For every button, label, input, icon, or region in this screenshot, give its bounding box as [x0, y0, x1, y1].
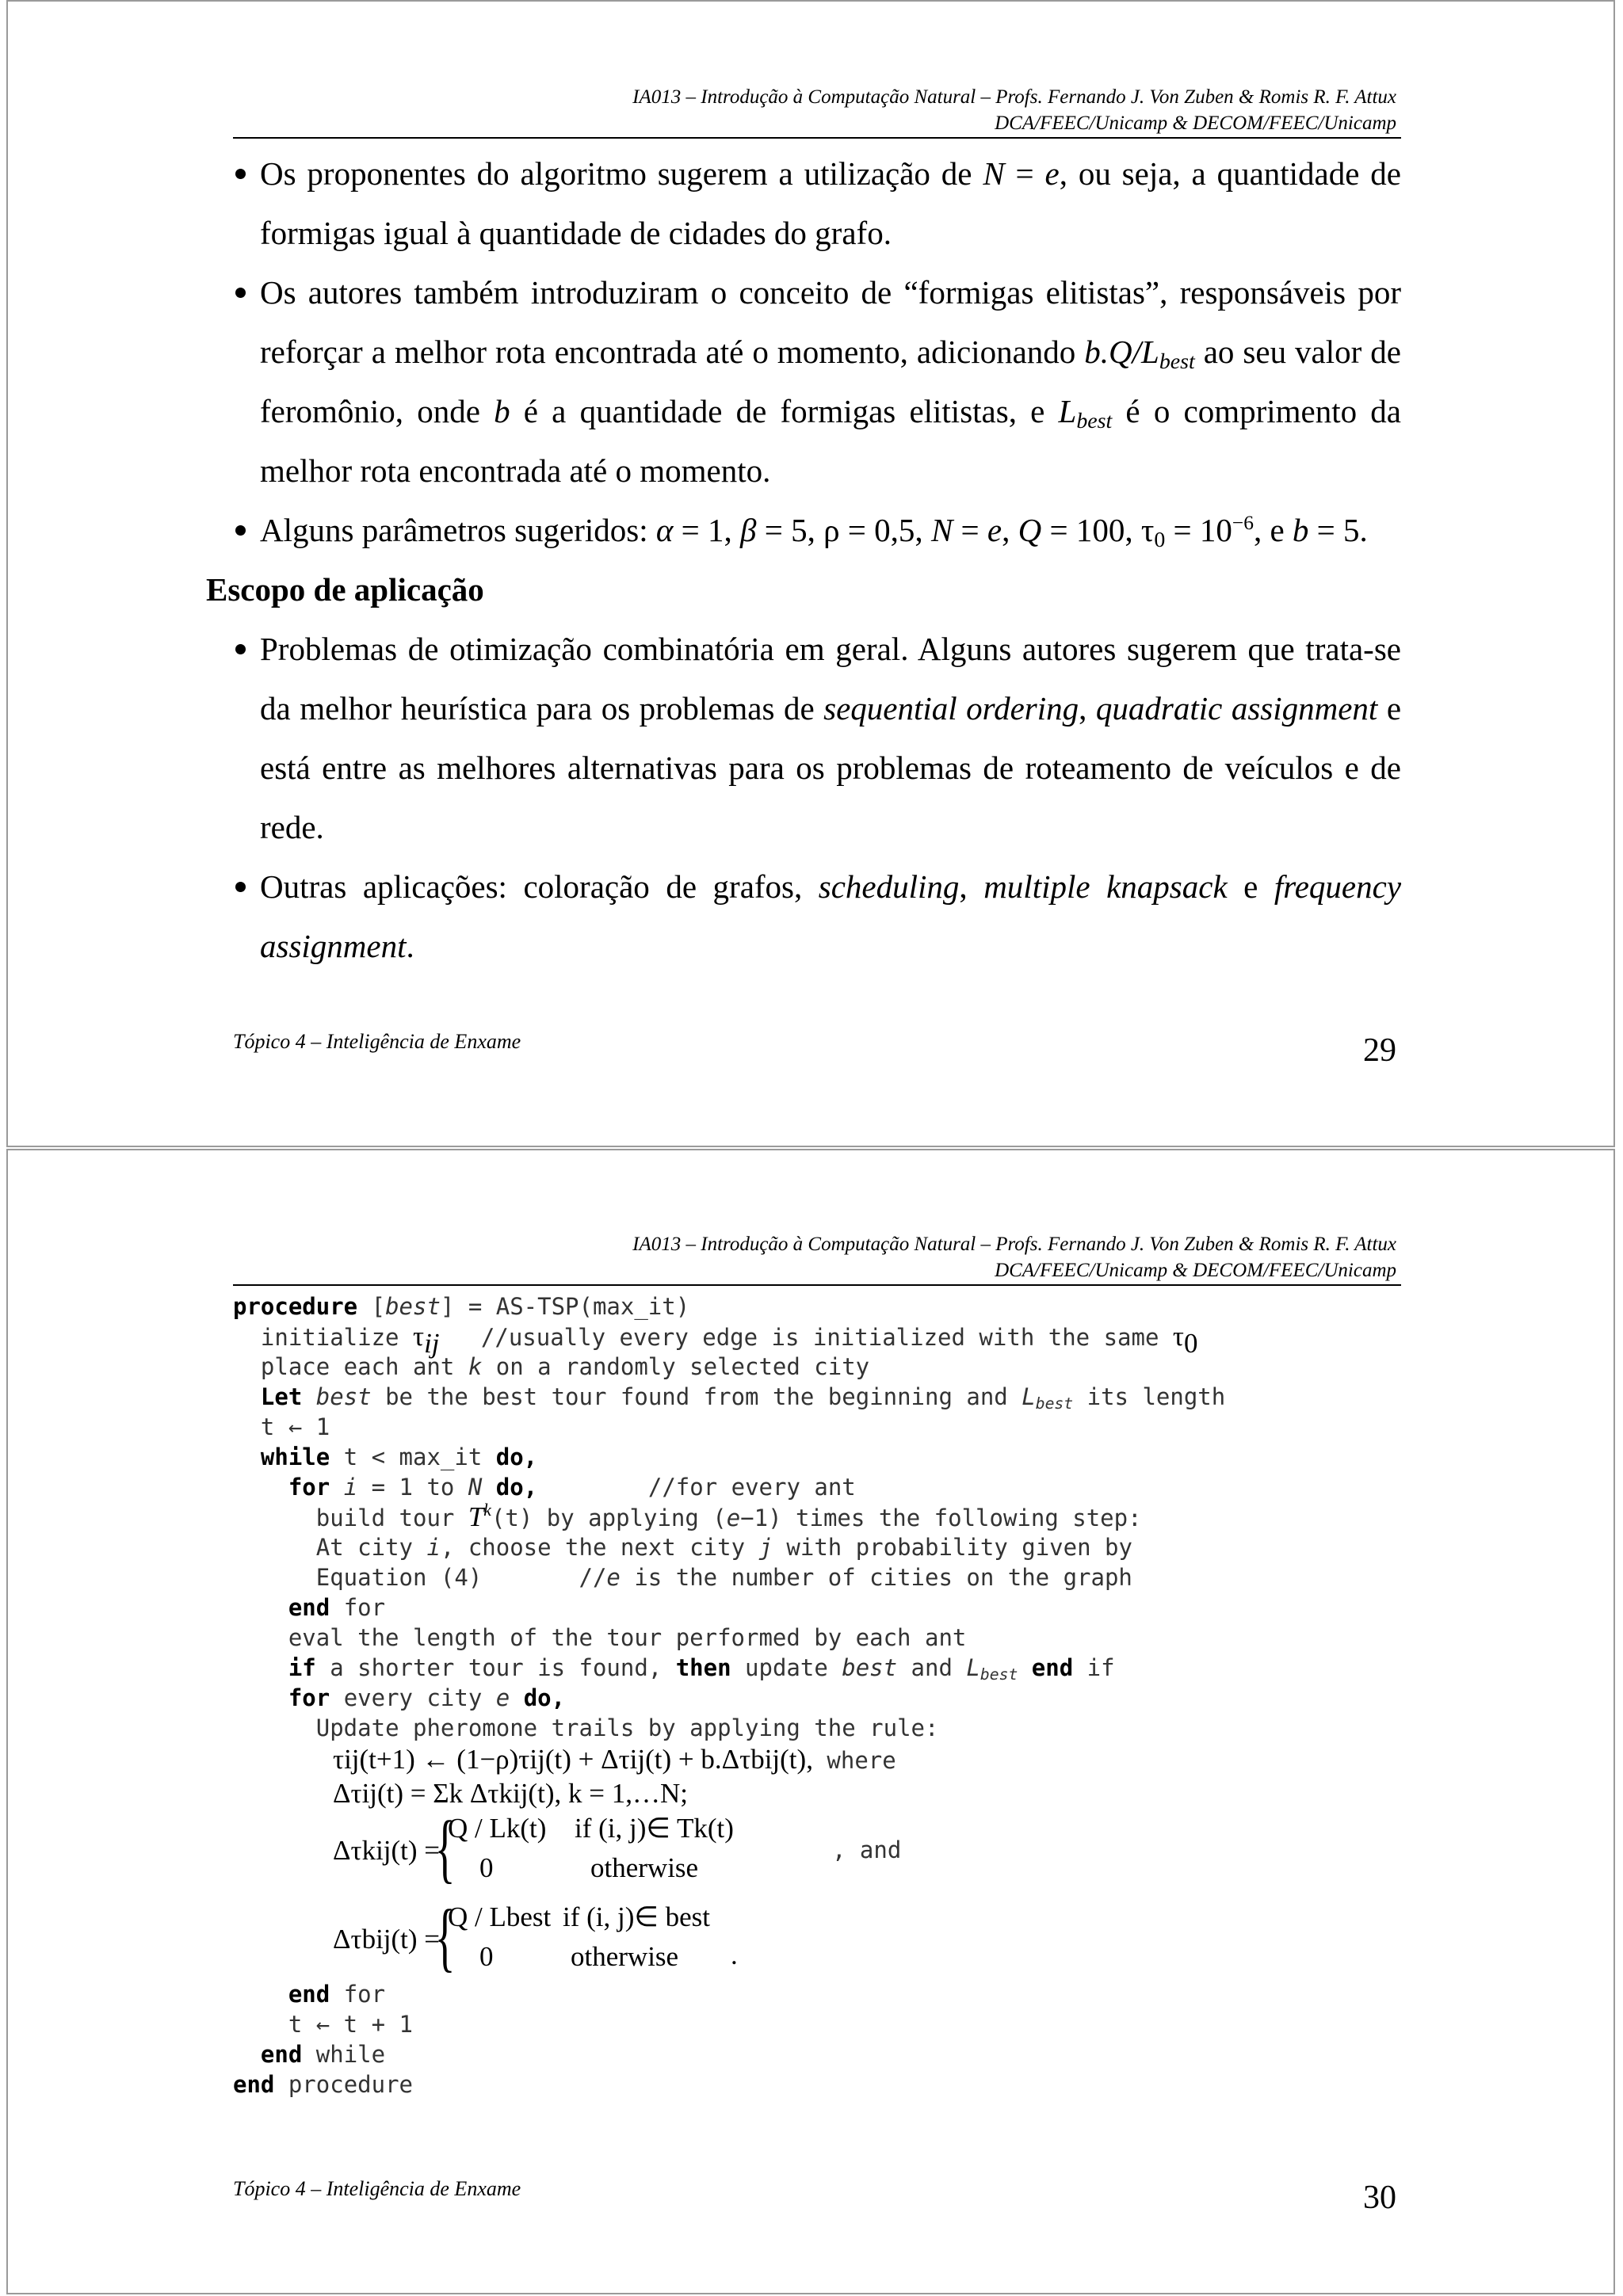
code-line: end while [260, 2041, 386, 2068]
code-line: end for [288, 1981, 386, 2008]
bullet-parameters: Alguns parâmetros sugeridos: α = 1, β = 5, ρ = 0,5, N = e, Q = 100, $\tau_0 = 10^{-6}$, e b = 5. [233, 501, 1401, 560]
code-line: while t < max_it do, [260, 1444, 538, 1470]
code-line: place each ant k on a randomly selected city [233, 1353, 870, 1380]
bullet-other-applications: Outras aplicações: coloração de grafos, scheduling, multiple knapsack e frequency assignment. [233, 857, 1401, 976]
footer-topic: Tópico 4 – Inteligência de Enxame [233, 1030, 521, 1053]
slide-body [206, 144, 1402, 976]
code-line: eval the length of the tour performed by each ant [288, 1624, 967, 1651]
update-rule-math [233, 1743, 1422, 1979]
code-line: Equation (4) //e is the number of cities on the graph [315, 1564, 1132, 1591]
code-line: procedure [best] = AS-TSP(max_it) [233, 1293, 690, 1320]
bullet-elitist-ants: Os autores também introduziram o conceito de “formigas elitistas”, responsáveis por reforçar a melhor rota encontrada até o momento, adicionando $b.Q/L_{best}$ ao seu valor de feromônio, onde b é a quantidade de formigas elitistas, e $L_{best}$ é o comprimento da melhor rota encontrada até o momento. [233, 263, 1401, 501]
page-number: 29 [1363, 1032, 1396, 1069]
bullet-applications-scope: Problemas de otimização combinatória em geral. Alguns autores sugerem que trata-se da melhor heurística para os problemas de sequential ordering, quadratic assignment e está entre as melhores alternativas para os problemas de roteamento de veículos e de rede. [233, 620, 1401, 857]
formula-delta-tau-k: Δτkij(t) = { Q / Lk(t) if (i, j)∈ Tk(t) 0 otherwise , and [333, 1806, 902, 1891]
page-number: 30 [1363, 2180, 1396, 2216]
code-line: for every city e do, [288, 1684, 566, 1711]
pseudocode-block [233, 1291, 1422, 2100]
header-line-2: DCA/FEEC/Unicamp & DECOM/FEEC/Unicamp [995, 113, 1396, 134]
slide-30 [6, 1149, 1615, 2294]
code-line: Update pheromone trails by applying the rule: [315, 1714, 939, 1741]
code-line: if a shorter tour is found, then update best and $L_{best}$ end if [288, 1654, 1115, 1684]
header-line-1: IA013 – Introdução à Computação Natural – Profs. Fernando J. Von Zuben & Romis R. F. Attux [632, 86, 1396, 108]
header-line-1: IA013 – Introdução à Computação Natural – Profs. Fernando J. Von Zuben & Romis R. F. Attux [632, 1234, 1396, 1255]
code-line: end procedure [233, 2071, 413, 2098]
left-brace: { [434, 1894, 456, 1980]
section-title: Escopo de aplicação [206, 571, 484, 608]
code-line: build tour $T^k(t)$ by applying (e−1) times the following step: [315, 1500, 1142, 1532]
left-brace: { [434, 1806, 456, 1891]
slide-29 [6, 0, 1615, 1147]
code-line: initialize $\tau_{ij}$ //usually every edge is initialized with the same $\tau_0$ [233, 1321, 1198, 1359]
code-line: t ← 1 [233, 1413, 330, 1440]
header-rule [233, 137, 1401, 139]
code-line: end for [288, 1594, 386, 1621]
slide-header [632, 1231, 1396, 1283]
code-line: for i = 1 to N do, //for every ant [288, 1474, 856, 1501]
header-line-2: DCA/FEEC/Unicamp & DECOM/FEEC/Unicamp [995, 1260, 1396, 1281]
formula-delta-tau: Δτij(t) = Σk Δτkij(t), k = 1,…N; [333, 1778, 688, 1809]
slide-header [632, 84, 1396, 136]
footer-topic: Tópico 4 – Inteligência de Enxame [233, 2177, 521, 2200]
formula-delta-tau-b: Δτbij(t) = { Q / Lbest if (i, j)∈ best 0 otherwise . [333, 1894, 738, 1980]
formula-pheromone-update: τij(t+1) ← (1−ρ)τij(t) + Δτij(t) + b.Δτbij(t), where [333, 1744, 896, 1775]
header-rule [233, 1284, 1401, 1286]
code-line: t ← t + 1 [288, 2011, 413, 2038]
code-line: Let best be the best tour found from the beginning and $L_{best}$ its length [260, 1383, 1226, 1413]
code-line: At city i, choose the next city j with probability given by [315, 1534, 1132, 1561]
bullet-num-ants: Os proponentes do algoritmo sugerem a utilização de N = e, ou seja, a quantidade de formigas igual à quantidade de cidades do grafo. [233, 144, 1401, 263]
